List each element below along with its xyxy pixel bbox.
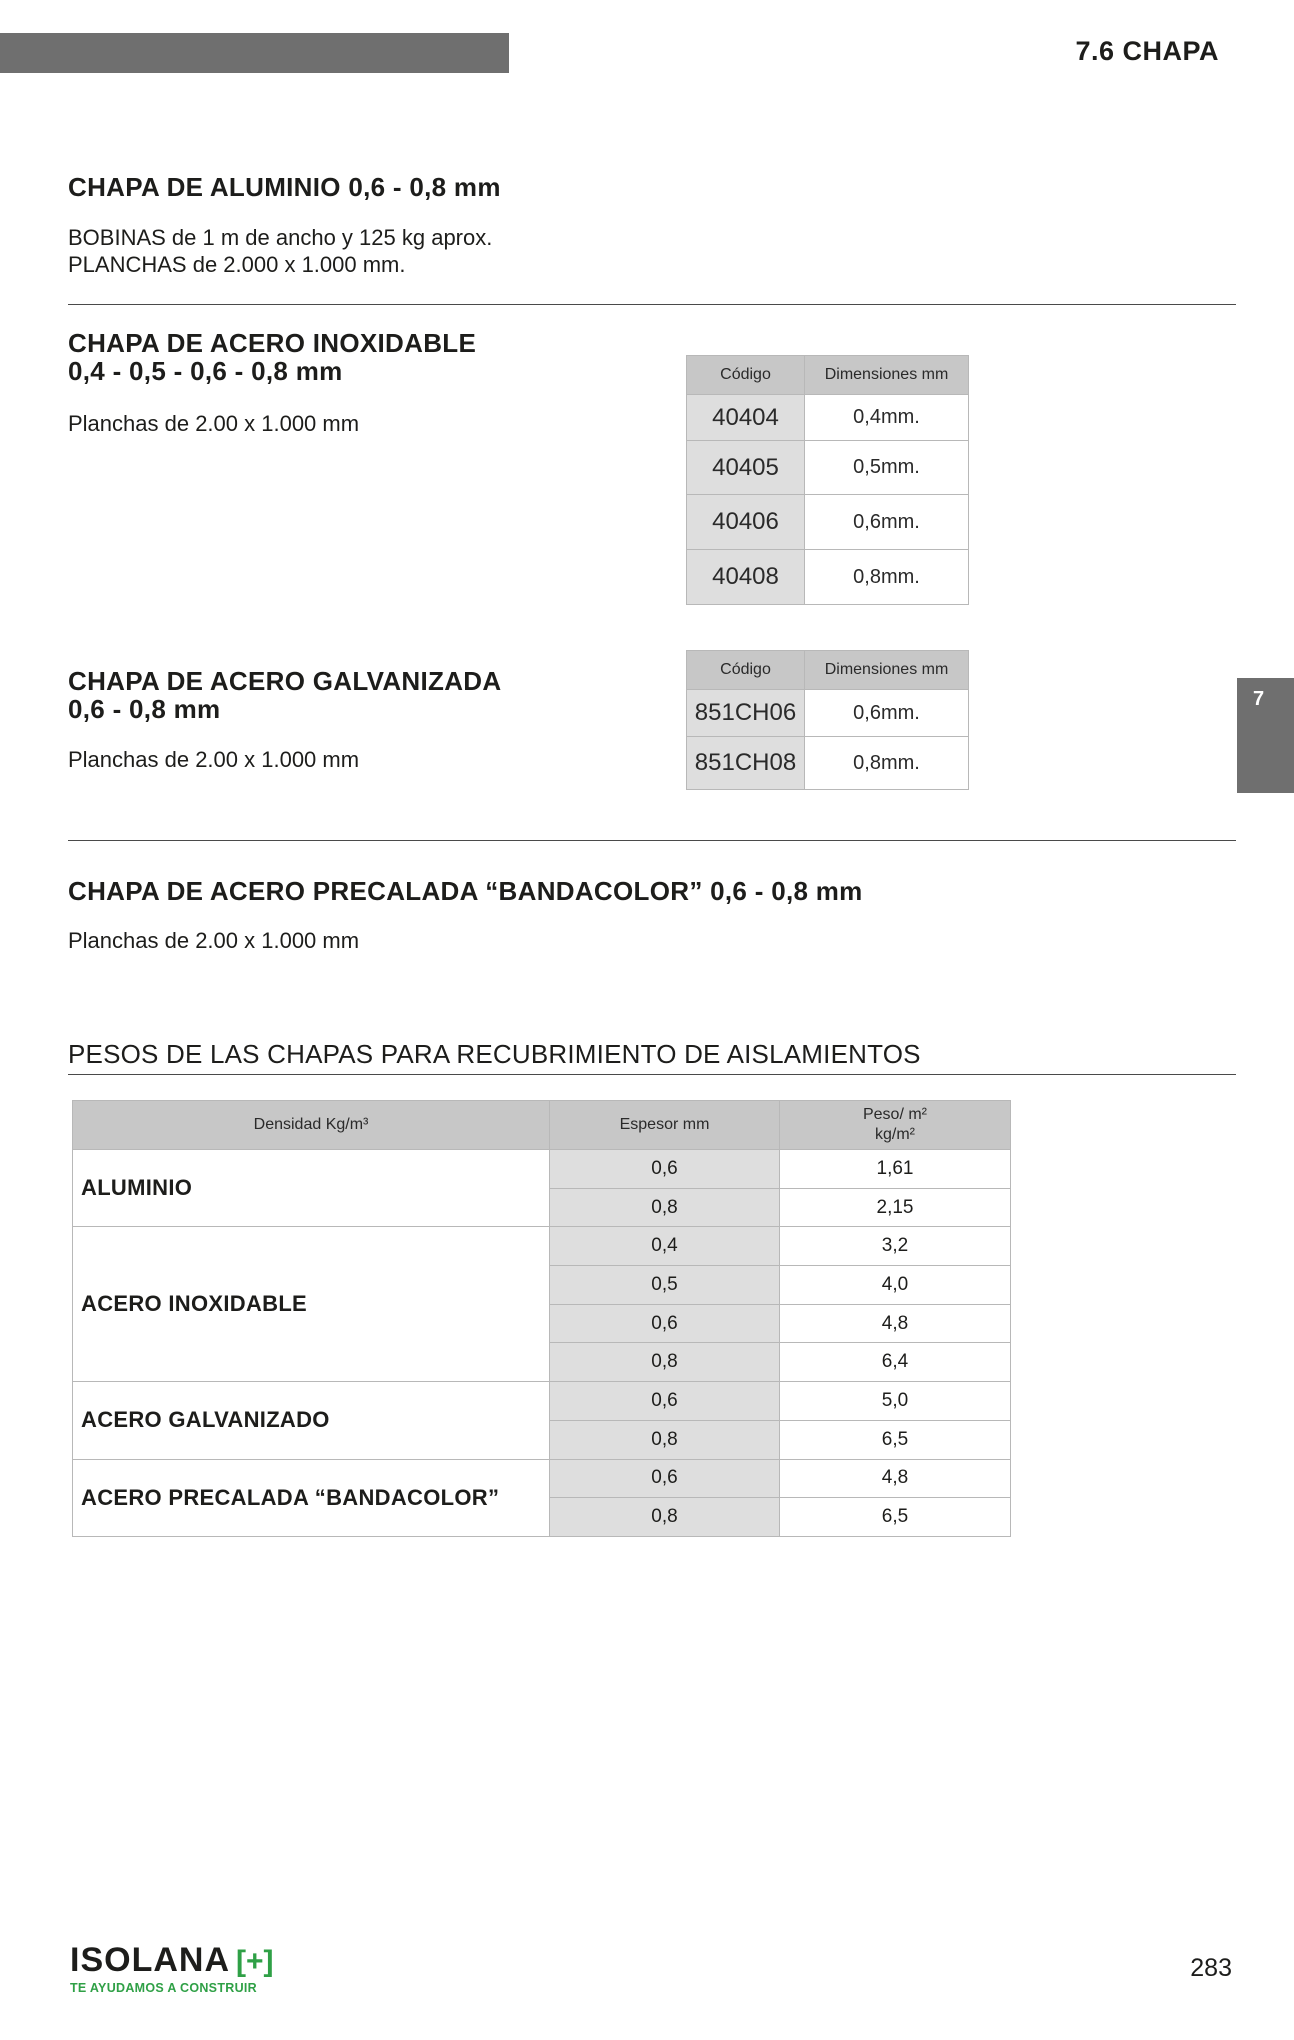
- material-cell: ALUMINIO: [73, 1150, 550, 1227]
- peso-cell: 4,0: [780, 1266, 1011, 1305]
- header-peso-line2: kg/m²: [875, 1126, 915, 1143]
- table-header-dim: Dimensiones mm: [805, 651, 969, 690]
- aluminio-description: [68, 224, 492, 278]
- espesor-cell: 0,6: [550, 1382, 780, 1421]
- espesor-cell: 0,8: [550, 1498, 780, 1537]
- peso-cell: 1,61: [780, 1150, 1011, 1189]
- dim-cell: 0,8mm.: [805, 737, 969, 790]
- table-row: [687, 690, 969, 737]
- peso-cell: 6,5: [780, 1498, 1011, 1537]
- aluminio-title: CHAPA DE ALUMINIO 0,6 - 0,8 mm: [68, 172, 501, 202]
- divider: [68, 840, 1236, 841]
- galvanizada-text: Planchas de 2.00 x 1.000 mm: [68, 747, 360, 772]
- espesor-cell: 0,8: [550, 1188, 780, 1227]
- dim-cell: 0,5mm.: [805, 441, 969, 495]
- chapter-tab: [1237, 678, 1294, 793]
- peso-cell: 6,5: [780, 1420, 1011, 1459]
- code-cell: 40406: [687, 495, 805, 550]
- header-peso-line1: Peso/ m²: [862, 1106, 927, 1123]
- header-material: Densidad Kg/m³: [73, 1101, 550, 1150]
- dim-cell: 0,4mm.: [805, 395, 969, 441]
- peso-cell: 5,0: [780, 1382, 1011, 1421]
- header-espesor: Espesor mm: [550, 1101, 780, 1150]
- inoxidable-text: Planchas de 2.00 x 1.000 mm: [68, 411, 360, 436]
- chapter-tab-label: 7: [1253, 688, 1265, 710]
- logo-plus-icon: [+]: [236, 1945, 274, 1978]
- material-cell: ACERO PRECALADA “BANDACOLOR”: [73, 1459, 550, 1536]
- dim-cell: 0,6mm.: [805, 495, 969, 550]
- table-row: [687, 550, 969, 605]
- inoxidable-title-line1: CHAPA DE ACERO INOXIDABLE: [68, 328, 477, 358]
- page-number: 283: [1190, 1954, 1232, 1982]
- dim-cell: 0,8mm.: [805, 550, 969, 605]
- precalada-title: CHAPA DE ACERO PRECALADA “BANDACOLOR” 0,6 - 0,8 mm: [68, 876, 863, 906]
- table-row: [687, 441, 969, 495]
- peso-cell: 2,15: [780, 1188, 1011, 1227]
- table-row: [687, 395, 969, 441]
- inoxidable-table: [686, 355, 969, 605]
- espesor-cell: 0,6: [550, 1150, 780, 1189]
- espesor-cell: 0,6: [550, 1304, 780, 1343]
- material-cell: ACERO INOXIDABLE: [73, 1227, 550, 1382]
- peso-cell: 4,8: [780, 1459, 1011, 1498]
- peso-cell: 6,4: [780, 1343, 1011, 1382]
- isolana-logo: [70, 1943, 274, 1995]
- code-cell: 40405: [687, 441, 805, 495]
- logo-wordmark: ISOLANA: [70, 1941, 230, 1979]
- divider: [68, 1074, 1236, 1075]
- table-header-code: Código: [687, 356, 805, 395]
- precalada-text: Planchas de 2.00 x 1.000 mm: [68, 928, 360, 953]
- divider: [68, 304, 1236, 305]
- material-cell: ACERO GALVANIZADO: [73, 1382, 550, 1459]
- code-cell: 851CH06: [687, 690, 805, 737]
- galvanizada-heading: [68, 667, 501, 723]
- inoxidable-title-line2: 0,4 - 0,5 - 0,6 - 0,8 mm: [68, 356, 343, 386]
- weights-title: PESOS DE LAS CHAPAS PARA RECUBRIMIENTO DE AISLAMIENTOS: [68, 1039, 921, 1069]
- table-header-code: Código: [687, 651, 805, 690]
- galvanizada-table: [686, 650, 969, 790]
- code-cell: 40408: [687, 550, 805, 605]
- peso-cell: 4,8: [780, 1304, 1011, 1343]
- dim-cell: 0,6mm.: [805, 690, 969, 737]
- galvanizada-title-line2: 0,6 - 0,8 mm: [68, 694, 221, 724]
- galvanizada-title-line1: CHAPA DE ACERO GALVANIZADA: [68, 666, 502, 696]
- section-title: 7.6 CHAPA: [1075, 36, 1219, 66]
- inoxidable-heading: [68, 329, 476, 385]
- espesor-cell: 0,6: [550, 1459, 780, 1498]
- table-row: [687, 737, 969, 790]
- table-header-dim: Dimensiones mm: [805, 356, 969, 395]
- table-row: [73, 1227, 1011, 1266]
- table-row: [73, 1459, 1011, 1498]
- aluminio-line2: PLANCHAS de 2.000 x 1.000 mm.: [68, 252, 406, 277]
- espesor-cell: 0,5: [550, 1266, 780, 1305]
- code-cell: 851CH08: [687, 737, 805, 790]
- table-row: [687, 495, 969, 550]
- header-bar: [0, 33, 509, 73]
- header-peso: [780, 1101, 1011, 1150]
- logo-tagline: TE AYUDAMOS A CONSTRUIR: [70, 1981, 258, 1995]
- weights-table: [72, 1100, 1011, 1537]
- table-row: [73, 1150, 1011, 1189]
- peso-cell: 3,2: [780, 1227, 1011, 1266]
- code-cell: 40404: [687, 395, 805, 441]
- espesor-cell: 0,4: [550, 1227, 780, 1266]
- table-row: [73, 1382, 1011, 1421]
- espesor-cell: 0,8: [550, 1343, 780, 1382]
- aluminio-line1: BOBINAS de 1 m de ancho y 125 kg aprox.: [68, 225, 493, 250]
- espesor-cell: 0,8: [550, 1420, 780, 1459]
